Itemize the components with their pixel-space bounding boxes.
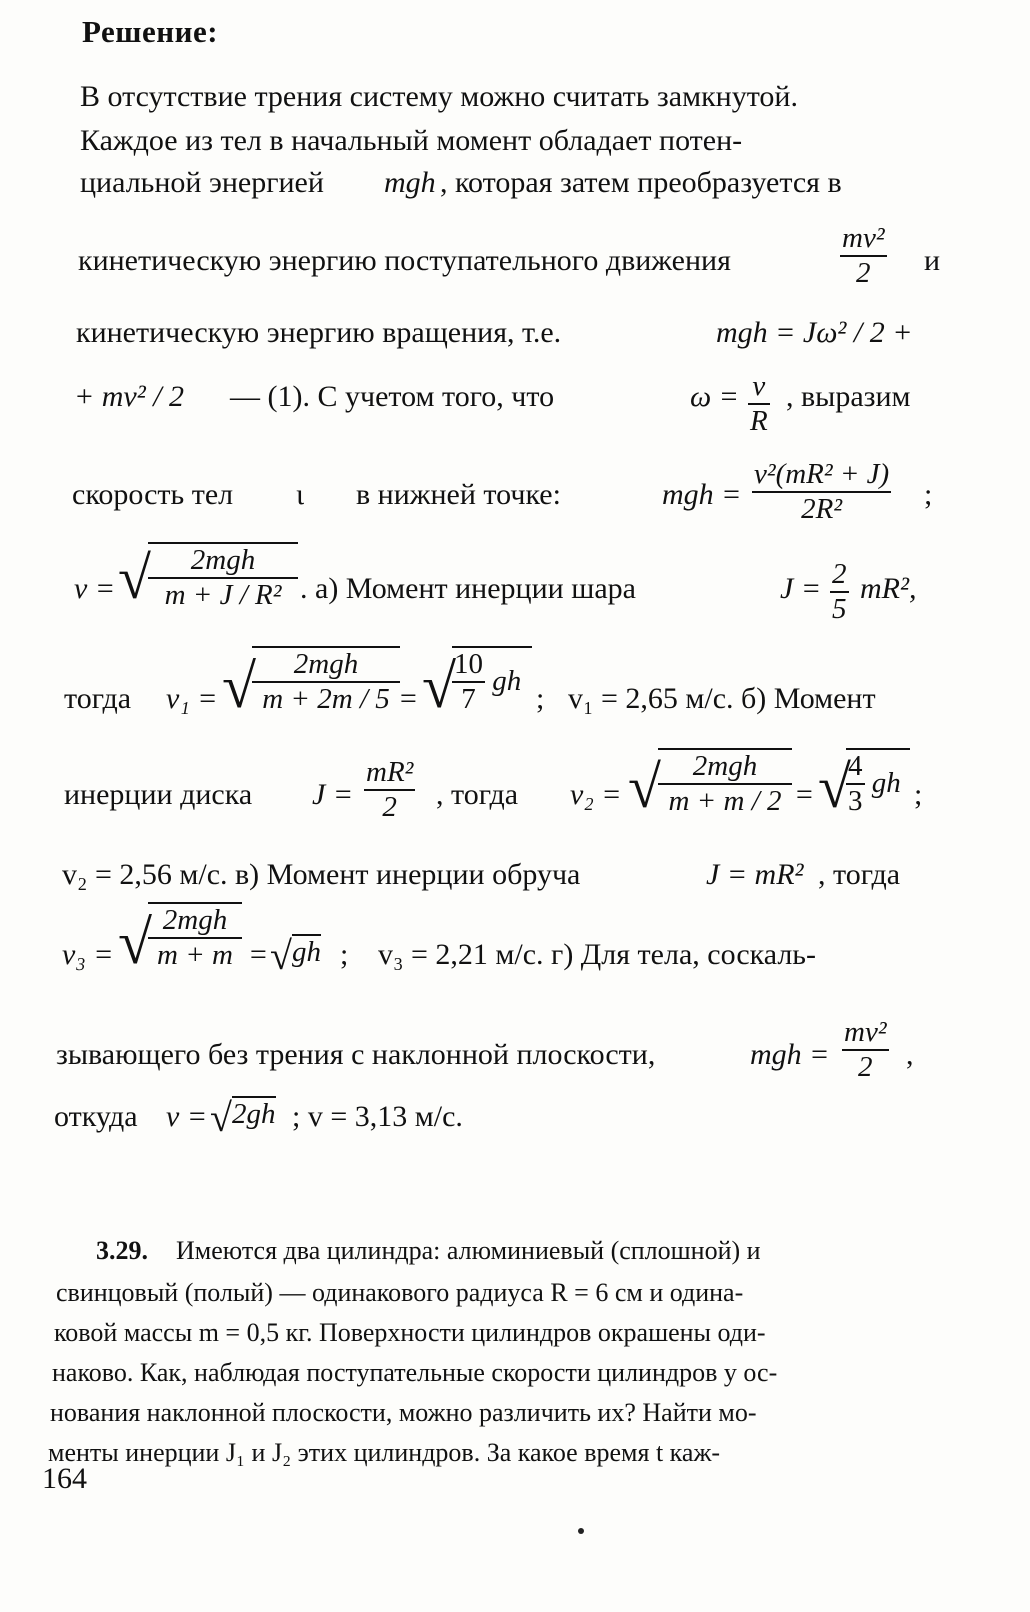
text: ; (536, 682, 545, 715)
numerator: v (752, 370, 766, 402)
problem-line-5 (0, 1398, 1030, 1438)
text: v₁ = 2,65 м/с. б) Момент (568, 682, 876, 715)
fraction (148, 904, 242, 972)
formula: + mv² / 2 (74, 380, 185, 413)
fraction (752, 458, 891, 526)
problem-line-4 (0, 1358, 1030, 1398)
text: ; (914, 778, 923, 811)
text: кинетическую энергию поступательного движения (78, 244, 731, 277)
solution-line-11 (0, 858, 1030, 898)
numerator: 2 (832, 558, 847, 590)
solution-line-3 (0, 166, 1030, 206)
formula: mR², (860, 572, 917, 605)
text: В отсутствие трения систему можно считать замкнутой. (80, 80, 798, 113)
radicand: 2gh (232, 1098, 276, 1130)
formula: v₁ = (166, 682, 218, 715)
text: , тогда (436, 778, 519, 811)
solution-heading: Решение: (82, 14, 219, 49)
radical (222, 642, 400, 732)
text: v₃ = 2,21 м/с. г) Для тела, соскаль- (378, 938, 816, 971)
denominator: m + m / 2 (658, 783, 792, 818)
text: , выразим (786, 380, 911, 413)
numerator: mv² (844, 1016, 887, 1048)
radical (628, 744, 792, 830)
text: менты инерции J₁ и J₂ этих цилиндров. За какое время t каж- (48, 1438, 721, 1467)
text: наково. Как, наблюдая поступательные скорости цилиндров у ос- (52, 1358, 778, 1387)
scan-speck (578, 1528, 584, 1534)
numerator: 2mgh (692, 750, 758, 782)
fraction (148, 544, 298, 612)
denominator: 3 (848, 785, 863, 817)
solution-line-4 (0, 222, 1030, 289)
radical (270, 934, 340, 978)
problem-line-1 (0, 1236, 1030, 1276)
text: , тогда (818, 858, 901, 891)
formula: v₃ = (62, 938, 114, 971)
fraction (846, 750, 865, 818)
sqrt-sign: √ (628, 754, 661, 820)
formula: = (794, 778, 815, 811)
solution-line-6 (0, 370, 1030, 437)
text: ; (924, 478, 933, 511)
radicand (148, 902, 242, 972)
page-number: 164 (42, 1462, 87, 1495)
sqrt-sign: √ (422, 653, 457, 721)
sqrt-sign: √ (222, 653, 257, 721)
radical (422, 642, 532, 732)
formula: = (248, 938, 269, 971)
denominator: R (750, 405, 768, 437)
problem-line-2 (0, 1278, 1030, 1318)
solution-line-10 (0, 750, 1030, 823)
formula: J = mR² (706, 858, 804, 891)
problem-line-3 (0, 1318, 1030, 1358)
numerator: 4 (848, 750, 863, 782)
text: в нижней точке: (356, 478, 561, 511)
formula: gh (871, 767, 901, 799)
text: ; (340, 938, 349, 971)
solution-line-9 (0, 648, 1030, 722)
radicand (452, 646, 532, 716)
text: ι (296, 478, 305, 511)
fraction (830, 558, 849, 626)
radicand (148, 542, 298, 612)
sqrt-sign: √ (270, 933, 292, 978)
radical (818, 744, 910, 830)
denominator: 2 (364, 789, 415, 824)
text: . а) Момент инерции шара (300, 572, 636, 605)
text: v₂ = 2,56 м/с. в) Момент инерции обруча (62, 858, 581, 891)
solution-line-14 (0, 1095, 1030, 1140)
text: Имеются два цилиндра: алюминиевый (сплошной) и (176, 1236, 761, 1265)
radicand (658, 748, 792, 818)
fraction (748, 370, 770, 438)
fraction (452, 648, 485, 716)
formula: = (398, 682, 419, 715)
denominator: m + 2m / 5 (252, 681, 400, 716)
solution-line-5 (0, 316, 1030, 356)
formula: mgh = Jω² / 2 + (716, 316, 913, 349)
radicand (252, 646, 400, 716)
solution-line-1 (0, 80, 1030, 120)
text: свинцовый (полый) — одинакового радиуса R = 6 см и одина- (56, 1278, 744, 1307)
denominator: 7 (452, 681, 485, 716)
text: , (906, 1038, 914, 1071)
problem-number: 3.29. (96, 1236, 148, 1265)
text: циальной энергией (80, 166, 324, 199)
fraction (364, 756, 415, 824)
text: Каждое из тел в начальный момент обладает потен- (80, 124, 743, 157)
solution-line-13 (0, 1016, 1030, 1083)
text: зывающего без трения с наклонной плоскости, (56, 1038, 656, 1071)
text: кинетическую энергию вращения, т.е. (76, 316, 562, 349)
denominator: 5 (832, 593, 847, 625)
denominator: m + m (148, 937, 242, 972)
denominator: m + J / R² (148, 577, 298, 612)
numerator: 2mgh (190, 544, 256, 576)
problem-line-6 (0, 1438, 1030, 1478)
radicand (846, 748, 910, 818)
sqrt-sign: √ (818, 754, 851, 820)
solution-line-7 (0, 458, 1030, 525)
text: инерции диска (64, 778, 253, 811)
formula: v₂ = (570, 778, 622, 811)
formula: mgh (384, 166, 436, 199)
numerator: 2mgh (162, 904, 228, 936)
sqrt-sign: √ (118, 909, 153, 977)
text: тогда (64, 682, 132, 715)
denominator: 2R² (752, 491, 891, 526)
formula: mgh = (750, 1038, 830, 1071)
formula: v = (74, 572, 116, 605)
formula: ω = (690, 380, 739, 413)
text: скорость тел (72, 478, 234, 511)
formula: mgh = (662, 478, 742, 511)
fraction (842, 1016, 889, 1084)
text: откуда (54, 1100, 138, 1133)
radicand: gh (292, 936, 321, 968)
numerator: mR² (366, 756, 414, 788)
formula: J = (780, 572, 822, 605)
sqrt-sign: √ (210, 1095, 232, 1140)
formula: gh (492, 665, 522, 697)
text: , которая затем преобразуется в (440, 166, 842, 199)
denominator: 2 (842, 1049, 889, 1084)
radical (210, 1096, 290, 1140)
numerator: v²(mR² + J) (754, 458, 890, 490)
text: ; v = 3,13 м/с. (292, 1100, 463, 1133)
solution-line-8 (0, 544, 1030, 625)
fraction (840, 222, 887, 290)
text: — (1). С учетом того, что (230, 380, 555, 413)
radical (118, 898, 242, 988)
text: и (924, 244, 941, 277)
text: ковой массы m = 0,5 кг. Поверхности цилиндров окрашены оди- (54, 1318, 766, 1347)
numerator: mv² (842, 222, 885, 254)
numerator: 2mgh (293, 648, 359, 680)
fraction (658, 750, 792, 818)
text: нования наклонной плоскости, можно различить их? Найти мо- (50, 1398, 757, 1427)
solution-line-2 (0, 124, 1030, 164)
formula: v = (166, 1100, 208, 1133)
sqrt-sign: √ (118, 545, 151, 611)
denominator: 2 (840, 255, 887, 290)
solution-line-12 (0, 904, 1030, 978)
fraction (252, 648, 400, 716)
numerator: 10 (454, 648, 483, 680)
formula: J = (312, 778, 354, 811)
radical (118, 536, 308, 620)
